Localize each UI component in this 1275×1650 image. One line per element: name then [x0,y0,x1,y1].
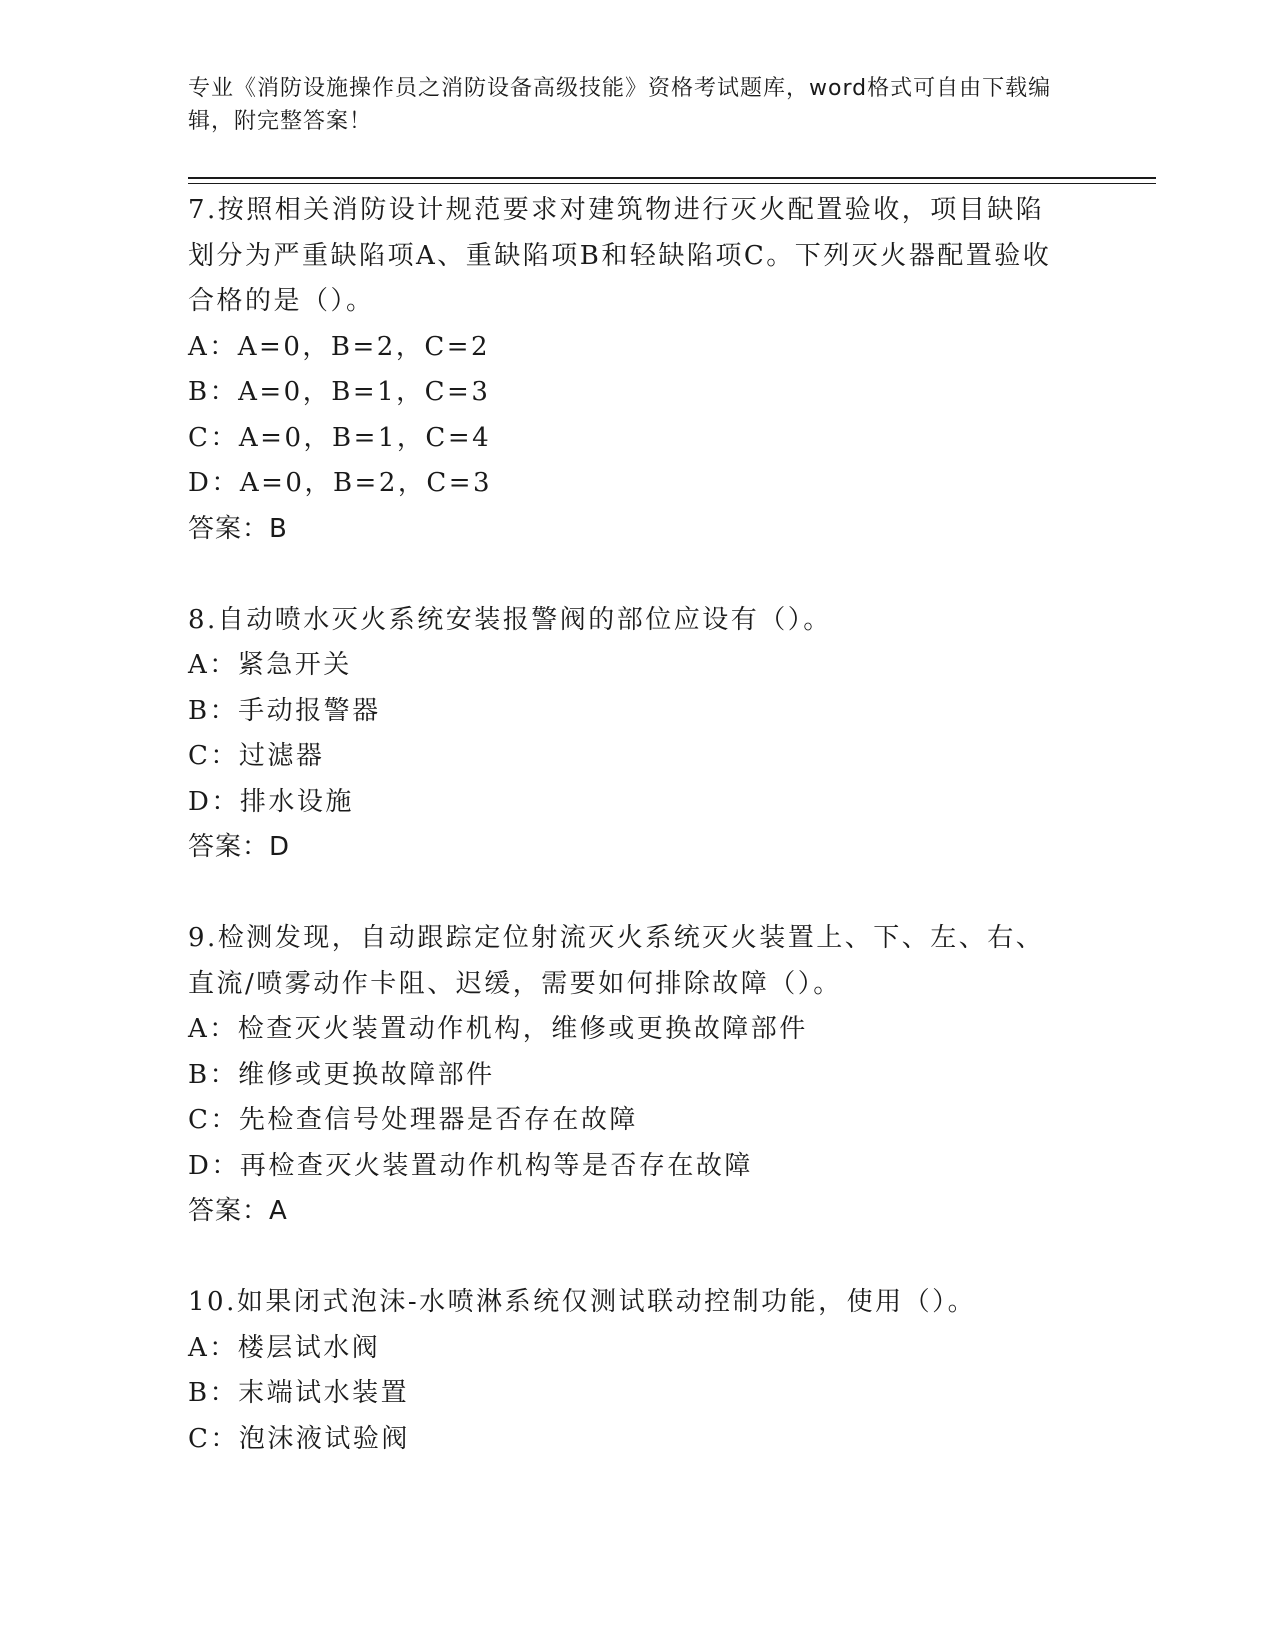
question-stem: 9.检测发现，自动跟踪定位射流灭火系统灭火装置上、下、左、右、直流/喷雾动作卡阻、迟缓，需要如何排除故障（）。 [188,923,1045,999]
question-7 [188,188,1088,552]
document-header: 专业《消防设施操作员之消防设备高级技能》资格考试题库，word格式可自由下载编辑，附完整答案！ [188,76,1052,134]
question-stem: 10.如果闭式泡沫-水喷淋系统仅测试联动控制功能，使用（）。 [188,1287,977,1317]
question-stem: 8.自动喷水灭火系统安装报警阀的部位应设有（）。 [188,604,832,635]
option-b: B：末端试水装置 [188,1378,410,1408]
question-stem: 7.按照相关消防设计规范要求对建筑物进行灭火配置验收，项目缺陷划分为严重缺陷项A、重缺陷项B和轻缺陷项C。下列灭火器配置验收合格的是（）。 [188,195,1052,316]
header-rule-thin [188,183,1156,184]
option-a: A：检查灭火装置动作机构，维修或更换故障部件 [188,1014,808,1044]
option-c: C：A=0，B=1，C=4 [188,422,492,453]
option-d: D：A=0，B=2，C=3 [188,468,493,498]
question-spacer [188,871,1088,917]
option-c: C：先检查信号处理器是否存在故障 [188,1105,638,1135]
question-list [188,188,1088,1462]
question-spacer [188,1235,1088,1281]
answer: 答案：B [188,513,288,544]
question-9 [188,916,1088,1235]
option-d: D：排水设施 [188,786,354,817]
answer: 答案：A [188,1196,288,1226]
question-8 [188,598,1088,871]
question-spacer [188,552,1088,598]
question-10 [188,1280,1088,1462]
option-a: A：楼层试水阀 [188,1332,381,1363]
option-b: B：维修或更换故障部件 [188,1059,495,1090]
option-c: C：泡沫液试验阀 [188,1423,410,1454]
option-b: B：A=0，B=1，C=3 [188,377,491,407]
option-a: A：紧急开关 [188,650,352,680]
header-rule-thick [188,177,1156,179]
option-a: A：A=0，B=2，C=2 [188,331,491,362]
option-c: C：过滤器 [188,741,325,771]
option-d: D：再检查灭火装置动作机构等是否存在故障 [188,1150,753,1181]
option-b: B：手动报警器 [188,695,381,726]
answer: 答案：D [188,832,291,862]
